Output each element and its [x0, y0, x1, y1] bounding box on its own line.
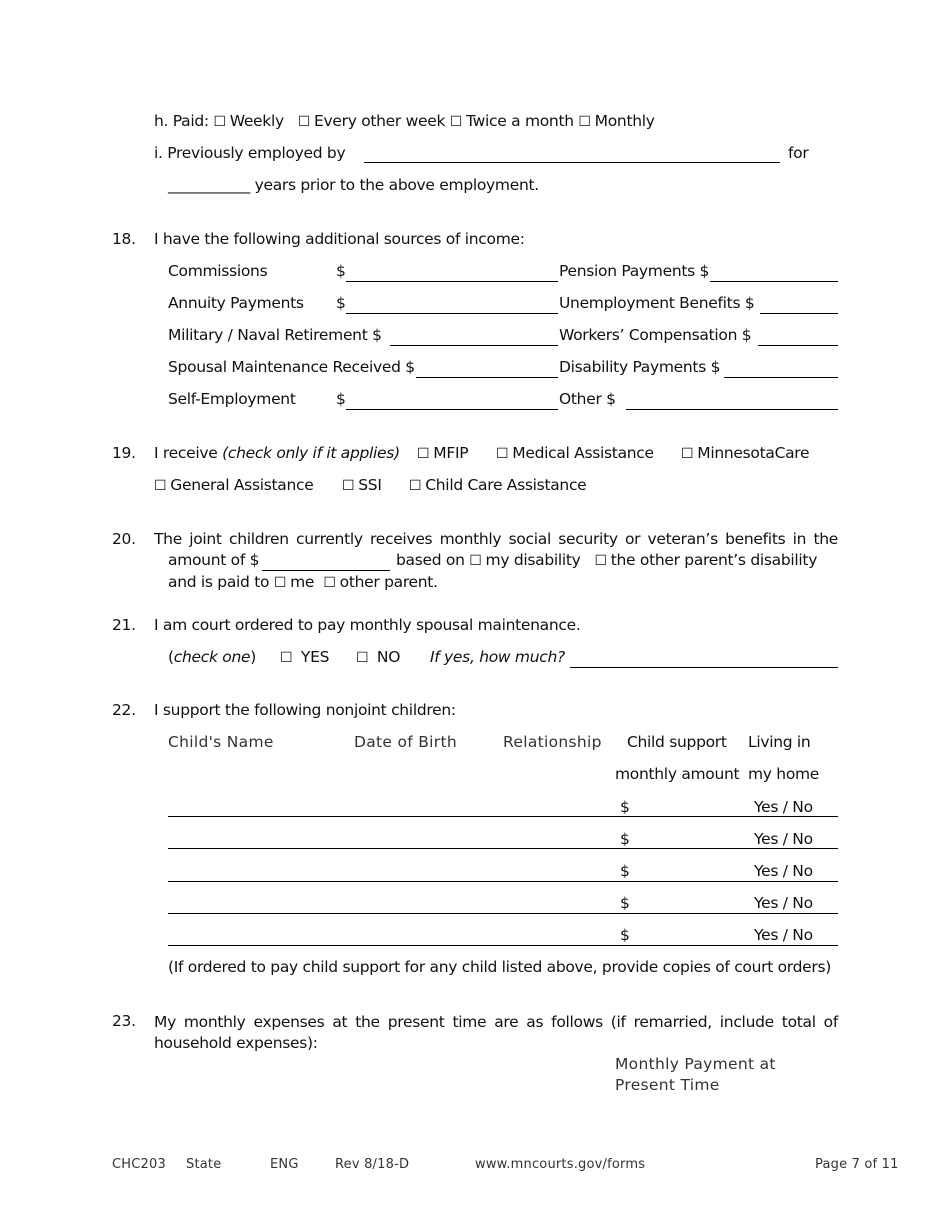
if-yes-label: If yes, how much?: [430, 648, 565, 666]
annuity-field[interactable]: [346, 313, 558, 314]
footer-language: ENG: [270, 1157, 299, 1172]
child-row-line[interactable]: [168, 913, 838, 914]
medical-assistance-label: Medical Assistance: [512, 444, 654, 462]
child-row-line[interactable]: [168, 848, 838, 849]
footer-state: State: [186, 1157, 222, 1172]
q21-yes: [280, 648, 329, 666]
checkbox-weekly[interactable]: ☐: [213, 114, 226, 130]
other-parent-disability-label: the other parent’s disability: [610, 551, 818, 569]
option-monthly-label: Monthly: [594, 112, 655, 130]
q18-number: 18.: [112, 230, 136, 248]
check-one-label: check one: [173, 648, 251, 666]
no-label: NO: [376, 648, 401, 666]
military-retirement-field[interactable]: [390, 345, 558, 346]
q19-note: (check only if it applies): [222, 444, 400, 462]
dollar-sign: $: [336, 294, 346, 312]
previous-employer-field[interactable]: [364, 162, 780, 163]
dollar-sign: $: [336, 390, 346, 408]
q19-general: [154, 476, 313, 494]
checkbox-other-parent[interactable]: ☐: [323, 575, 336, 591]
child-care-assistance-label: Child Care Assistance: [425, 476, 587, 494]
row-yes-no[interactable]: Yes / No: [754, 830, 813, 848]
q21-check-one: (check one): [168, 648, 256, 666]
q22-number: 22.: [112, 701, 136, 719]
col-monthly-payment: Monthly Payment at: [615, 1055, 776, 1073]
other-income-field[interactable]: [626, 409, 838, 410]
mfip-label: MFIP: [433, 444, 469, 462]
my-disability-label: my disability: [485, 551, 581, 569]
q23-number: 23.: [112, 1012, 136, 1030]
income-label-disability: Disability Payments $: [559, 358, 721, 376]
income-label-spousal-maintenance: Spousal Maintenance Received $: [168, 358, 415, 376]
workers-comp-field[interactable]: [758, 345, 838, 346]
q20-amount-label: amount of $: [168, 551, 260, 569]
years-prior-row: [168, 176, 539, 194]
other-parent-label: other parent.: [339, 573, 438, 591]
income-label-military: Military / Naval Retirement $: [168, 326, 382, 344]
footer-page-number: Page 7 of 11: [815, 1157, 899, 1172]
income-label-other: Other $: [559, 390, 616, 408]
checkbox-no[interactable]: ☐: [356, 650, 369, 666]
option-every-other-week-label: Every other week: [314, 112, 446, 130]
checkbox-mfip[interactable]: ☐: [417, 446, 430, 462]
checkbox-child-care-assistance[interactable]: ☐: [409, 478, 422, 494]
paid-label: h. Paid:: [154, 112, 209, 130]
minnesotacare-label: MinnesotaCare: [697, 444, 810, 462]
q20-row2: [396, 551, 817, 569]
row-yes-no[interactable]: Yes / No: [754, 798, 813, 816]
spousal-maintenance-field[interactable]: [416, 377, 558, 378]
footer-form-code: CHC203: [112, 1157, 166, 1172]
row-yes-no[interactable]: Yes / No: [754, 862, 813, 880]
maintenance-amount-field[interactable]: [570, 667, 838, 668]
checkbox-other-parent-disability[interactable]: ☐: [594, 553, 607, 569]
checkbox-twice-a-month[interactable]: ☐: [449, 114, 463, 130]
checkbox-ssi[interactable]: ☐: [342, 478, 355, 494]
q19-row1: [154, 444, 400, 462]
col-relationship: Relationship: [503, 733, 602, 751]
checkbox-every-other-week[interactable]: ☐: [297, 114, 311, 130]
row-yes-no[interactable]: Yes / No: [754, 926, 813, 944]
col-child-support: Child support: [627, 733, 727, 751]
checkbox-yes[interactable]: ☐: [280, 650, 293, 666]
q19-mncare: [681, 444, 809, 462]
checkbox-my-disability[interactable]: ☐: [469, 553, 482, 569]
q20-row3: [168, 573, 438, 591]
option-twice-a-month-label: Twice a month: [466, 112, 574, 130]
q22-note: (If ordered to pay child support for any child listed above, provide copies of court orders): [168, 958, 831, 976]
commissions-field[interactable]: [346, 281, 558, 282]
q22-text: I support the following nonjoint children:: [154, 701, 456, 719]
disability-field[interactable]: [724, 377, 838, 378]
income-label-unemployment: Unemployment Benefits $: [559, 294, 755, 312]
q23-text: My monthly expenses at the present time are as follows (if remarried, include total of household expenses):: [154, 1013, 838, 1052]
years-prior-text: years prior to the above employment.: [254, 176, 539, 194]
child-row-line[interactable]: [168, 945, 838, 946]
me-label: me: [290, 573, 315, 591]
row-dollar: $: [620, 830, 630, 848]
income-label-workers-comp: Workers’ Compensation $: [559, 326, 752, 344]
paid-frequency-row: [154, 112, 655, 130]
col-monthly-amount: monthly amount: [615, 765, 740, 783]
col-living-in: Living in: [748, 733, 811, 751]
income-label-self-employment: Self-Employment: [168, 390, 296, 408]
option-weekly-label: Weekly: [229, 112, 284, 130]
footer-revision: Rev 8/18-D: [335, 1157, 410, 1172]
paid-to-label: and is paid to: [168, 573, 270, 591]
q19-ssi: [342, 476, 382, 494]
col-date-of-birth: Date of Birth: [354, 733, 457, 751]
dollar-sign: $: [336, 262, 346, 280]
q20-number: 20.: [112, 530, 136, 548]
income-label-commissions: Commissions: [168, 262, 268, 280]
q19-mfip: [417, 444, 468, 462]
self-employment-field[interactable]: [346, 409, 558, 410]
income-label-annuity: Annuity Payments: [168, 294, 304, 312]
q20-line1: The joint children currently receives monthly social security or veteran’s benefits in the: [154, 530, 838, 548]
col-childs-name: Child's Name: [168, 733, 274, 751]
checkbox-medical-assistance[interactable]: ☐: [496, 446, 509, 462]
q21-text: I am court ordered to pay monthly spousal maintenance.: [154, 616, 581, 634]
yes-label: YES: [300, 648, 330, 666]
child-row-line[interactable]: [168, 816, 838, 817]
checkbox-monthly[interactable]: ☐: [578, 114, 591, 130]
based-on-label: based on: [396, 551, 465, 569]
benefits-amount-field[interactable]: [262, 570, 390, 571]
row-yes-no[interactable]: Yes / No: [754, 894, 813, 912]
for-label: for: [788, 144, 809, 162]
col-my-home: my home: [748, 765, 820, 783]
q19-childcare: [409, 476, 586, 494]
checkbox-minnesotacare[interactable]: ☐: [681, 446, 694, 462]
checkbox-me[interactable]: ☐: [273, 575, 287, 591]
q21-no: [356, 648, 400, 666]
q18-text: I have the following additional sources of income:: [154, 230, 525, 248]
pension-field[interactable]: [710, 281, 838, 282]
unemployment-field[interactable]: [760, 313, 838, 314]
footer-url[interactable]: www.mncourts.gov/forms: [475, 1157, 646, 1172]
checkbox-general-assistance[interactable]: ☐: [154, 478, 167, 494]
row-dollar: $: [620, 798, 630, 816]
general-assistance-label: General Assistance: [170, 476, 314, 494]
ssi-label: SSI: [358, 476, 382, 494]
child-row-line[interactable]: [168, 881, 838, 882]
income-label-pension: Pension Payments $: [559, 262, 710, 280]
q19-number: 19.: [112, 444, 136, 462]
col-present-time: Present Time: [615, 1076, 720, 1094]
q19-medical: [496, 444, 654, 462]
row-dollar: $: [620, 926, 630, 944]
row-dollar: $: [620, 894, 630, 912]
row-dollar: $: [620, 862, 630, 880]
q21-number: 21.: [112, 616, 136, 634]
years-blank-field[interactable]: ___________: [168, 176, 250, 194]
previously-employed-label: i. Previously employed by: [154, 144, 346, 162]
q19-prefix: I receive: [154, 444, 218, 462]
